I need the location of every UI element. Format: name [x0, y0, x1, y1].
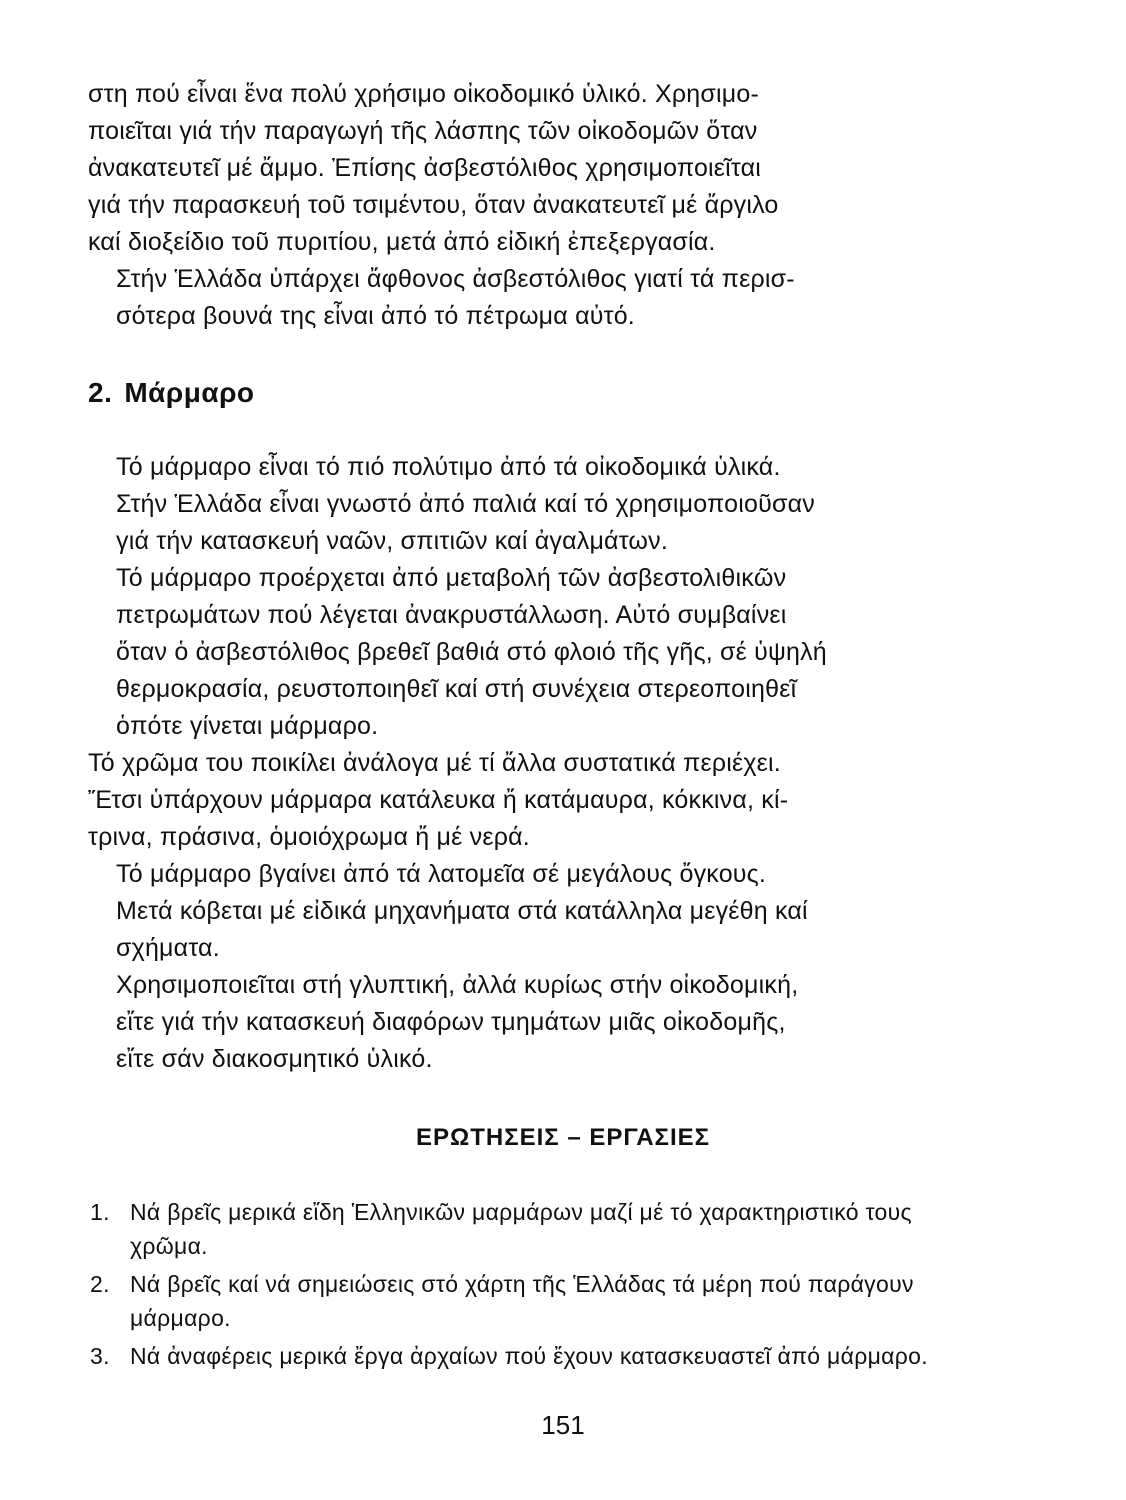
text-line: στη πού εἶναι ἕνα πολύ χρήσιμο οἰκοδομικό ὑλικό. Χρησιμο- [88, 80, 760, 108]
text-line: ἀνακατευτεῖ μέ ἄμμο. Ἐπίσης ἀσβεστόλιθος χρησιμοποιεῖται [88, 154, 762, 182]
question-item [88, 1339, 950, 1373]
question-item [88, 1195, 950, 1263]
text-line: Τό μάρμαρο εἶναι τό πιό πολύτιμο ἀπό τά οἰκοδομικά ὑλικά. [116, 453, 781, 481]
section-paragraph-3 [88, 745, 950, 856]
text-line: εἴτε γιά τήν κατασκευή διαφόρων τμημάτων μιᾶς οἰκοδομῆς, [116, 1008, 786, 1036]
section-text [88, 449, 950, 1078]
text-line: σότερα βουνά της εἶναι ἀπό τό πέτρωμα αὐτό. [116, 302, 635, 330]
section-heading [88, 377, 255, 409]
questions-title: ΕΡΩΤΗΣΕΙΣ – ΕΡΓΑΣΙΕΣ [415, 1124, 711, 1151]
intro-text [88, 76, 950, 335]
text-line: Μετά κόβεται μέ εἰδικά μηχανήματα στά κατάλληλα μεγέθη καί [116, 897, 808, 925]
text-line: γιά τήν κατασκευή ναῶν, σπιτιῶν καί ἀγαλμάτων. [116, 527, 668, 555]
text-line: Στήν Ἑλλάδα εἶναι γνωστό ἀπό παλιά καί τό χρησιμοποιοῦσαν [116, 490, 815, 518]
text-line: ὁπότε γίνεται μάρμαρο. [116, 712, 379, 740]
questions-list [88, 1195, 950, 1377]
question-text: Νά βρεῖς καί νά σημειώσεις στό χάρτη τῆς Ἑλλάδας τά μέρη πού παράγουν μάρμαρο. [130, 1271, 914, 1331]
question-text: Νά βρεῖς μερικά εἴδη Ἑλληνικῶν μαρμάρων μαζί μέ τό χαρακτηριστικό τους χρῶμα. [130, 1199, 912, 1259]
section-paragraph-2 [88, 560, 950, 745]
intro-paragraph-1 [88, 76, 950, 261]
question-item [88, 1267, 950, 1335]
section-paragraph-1 [88, 449, 950, 560]
question-number: 2. [90, 1271, 110, 1297]
text-line: Τό χρῶμα του ποικίλει ἀνάλογα μέ τί ἄλλα συστατικά περιέχει. [88, 749, 781, 777]
section-paragraph-4 [88, 856, 950, 967]
section-paragraph-5 [88, 967, 950, 1078]
text-line: τρινα, πράσινα, ὁμοιόχρωμα ἤ μέ νερά. [88, 823, 530, 851]
text-line: γιά τήν παρασκευή τοῦ τσιμέντου, ὅταν ἀνακατευτεῖ μέ ἄργιλο [88, 191, 779, 219]
question-number: 3. [90, 1343, 110, 1369]
text-line: ὅταν ὁ ἀσβεστόλιθος βρεθεῖ βαθιά στό φλοιό τῆς γῆς, σέ ὑψηλή [116, 638, 827, 666]
text-line: εἴτε σάν διακοσμητικό ὑλικό. [116, 1045, 433, 1073]
text-line: σχήματα. [116, 934, 220, 962]
question-number: 1. [90, 1199, 110, 1225]
text-line: πετρωμάτων πού λέγεται ἀνακρυστάλλωση. Αὐτό συμβαίνει [116, 601, 787, 629]
section-number: 2. [88, 377, 113, 408]
text-line: Χρησιμοποιεῖται στή γλυπτική, ἀλλά κυρίως στήν οἰκοδομική, [116, 971, 799, 999]
text-line: καί διοξείδιο τοῦ πυριτίου, μετά ἀπό εἰδική ἐπεξεργασία. [88, 228, 716, 256]
text-line: ποιεῖται γιά τήν παραγωγή τῆς λάσπης τῶν οἰκοδομῶν ὅταν [88, 117, 758, 145]
page-number: 151 [541, 1410, 585, 1440]
text-line: Τό μάρμαρο βγαίνει ἀπό τά λατομεῖα σέ μεγάλους ὄγκους. [116, 860, 767, 888]
text-line: Στήν Ἑλλάδα ὑπάρχει ἄφθονος ἀσβεστόλιθος γιατί τά περισ- [116, 265, 795, 293]
section-title: Μάρμαρο [124, 377, 255, 408]
intro-paragraph-2 [88, 261, 950, 335]
text-line: Τό μάρμαρο προέρχεται ἀπό μεταβολή τῶν ἀσβεστολιθικῶν [116, 564, 787, 592]
text-line: Ἔτσι ὑπάρχουν μάρμαρα κατάλευκα ἤ κατάμαυρα, κόκκινα, κί- [88, 786, 789, 814]
question-text: Νά ἀναφέρεις μερικά ἔργα ἀρχαίων πού ἔχουν κατασκευαστεῖ ἀπό μάρμαρο. [130, 1343, 928, 1369]
text-line: θερμοκρασία, ρευστοποιηθεῖ καί στή συνέχεια στερεοποιηθεῖ [116, 675, 797, 703]
